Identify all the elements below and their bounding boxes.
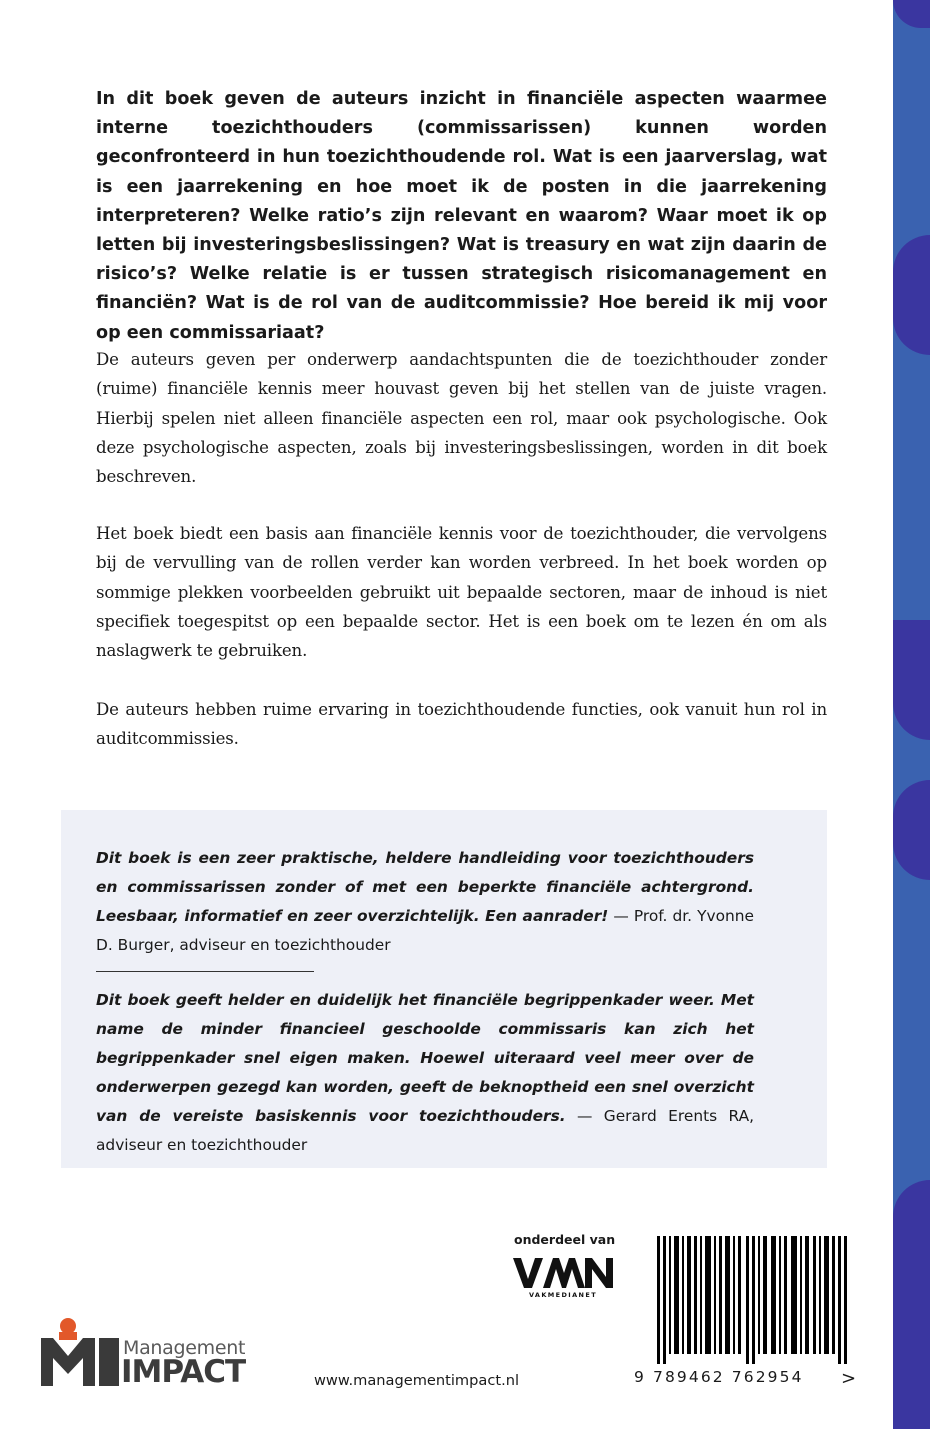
publisher-name-line2: IMPACT [121,1354,246,1390]
quote-attribution: — Prof. dr. Yvonne D. Burger, adviseur en toezichthouder [96,907,754,954]
publisher-name-line1: Management [123,1337,246,1359]
quote-divider [96,971,314,972]
spine-band [893,1180,930,1429]
isbn-barcode [657,1236,847,1364]
cover-spine-edge [893,0,930,1429]
quote-text: Dit boek is een zeer praktische, heldere handleiding voor toezichthouders en commissarissen zonder of met een beperkte financiële achtergrond. Leesbaar, informatief en zeer overzichtelijk. Een aanrader! [96,849,754,925]
quote-text: Dit boek geeft helder en duidelijk het financiële begrippenkader weer. Met name de minder financieel geschoolde commissaris kan zich het begrippenkader snel eigen maken. Hoewel uiteraard veel meer over de onderwerpen gezegd kan worden, geeft de beknoptheid een snel overzicht van de vereiste basiskennis voor toezichthouders. [96,991,754,1125]
quote-2 [96,986,754,1160]
quote-1 [96,844,754,960]
quotes-box [61,810,827,1168]
spine-band [893,780,930,880]
spine-band [893,620,930,740]
spine-band [893,235,930,355]
onderdeel-label: onderdeel van [514,1232,616,1247]
website-link[interactable]: www.managementimpact.nl [314,1372,520,1389]
vmn-logo [513,1255,613,1299]
isbn-arrow: > [841,1368,857,1389]
spine-band [893,0,930,28]
vmn-subtitle: VAKMEDIANET [528,1291,598,1299]
isbn-digits: 9 789462 762954 [634,1368,804,1386]
quote-attribution: — Gerard Erents RA, adviseur en toezichthouder [96,1107,754,1154]
body-paragraph: De auteurs geven per onderwerp aandachtspunten die de toezichthouder zonder (ruime) financiële kennis meer houvast geven bij het stellen van de juiste vragen. Hierbij spelen niet alleen financiële aspecten een rol, maar ook psychologische. Ook deze psychologische aspecten, zoals bij investeringsbeslissingen, worden in dit boek beschreven. [96,350,827,487]
body-paragraph: Het boek biedt een basis aan financiële kennis voor de toezichthouder, die vervolgens bij de vervulling van de rollen verder kan worden verbreed. In het boek worden op sommige plekken voorbeelden gebruikt uit bepaalde sectoren, maar de inhoud is niet specifiek toegespitst op een bepaalde sector. Het is een boek om te lezen én om als naslagwerk te gebruiken. [96,524,827,661]
intro-paragraph: In dit boek geven de auteurs inzicht in financiële aspecten waarmee interne toezichthouders (commissarissen) kunnen worden geconfronteerd in hun toezichthoudende rol. Wat is een jaarverslag, wat is een jaarrekening en hoe moet ik de posten in die jaarrekening interpreteren? Welke ratio’s zijn relevant en waarom? Waar moet ik op letten bij investeringsbeslissingen? Wat is treasury en wat zijn daarin de risico’s? Welke relatie is er tussen strategisch risicomanagement en financiën? Wat is de rol van de auditcommissie? Hoe bereid ik mij voor op een commissariaat? [96,89,827,343]
body-paragraph: De auteurs hebben ruime ervaring in toezichthoudende functies, ook vanuit hun rol in auditcommissies. [96,700,827,749]
